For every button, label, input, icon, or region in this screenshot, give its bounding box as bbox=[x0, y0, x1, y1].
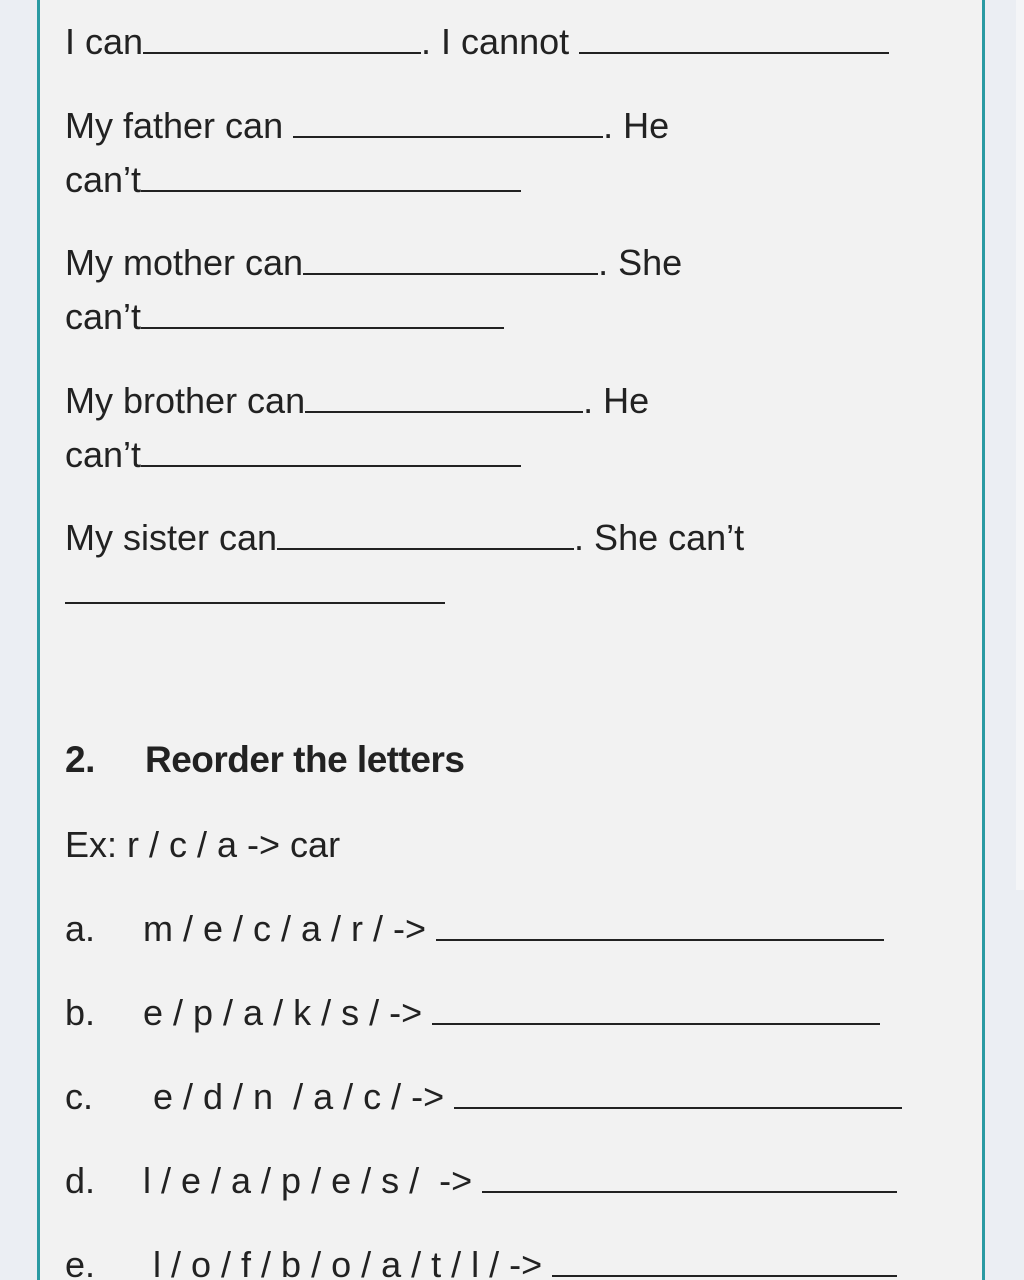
answer-blank[interactable] bbox=[305, 383, 583, 413]
sentence-text: can’t bbox=[65, 434, 142, 475]
example-text: Ex: r / c / a -> car bbox=[65, 824, 341, 865]
answer-blank[interactable] bbox=[432, 995, 880, 1025]
sentence-text: can’t bbox=[65, 159, 142, 200]
item-letters: e / d / n / a / c / -> bbox=[143, 1076, 445, 1117]
answer-blank[interactable] bbox=[303, 245, 598, 275]
item-letter: b. bbox=[65, 992, 96, 1033]
answer-blank[interactable] bbox=[141, 437, 521, 467]
reorder-item-d bbox=[65, 1161, 897, 1201]
sentence-brother-cant bbox=[65, 435, 521, 475]
sentence-father-can bbox=[65, 106, 669, 146]
sentence-text: . I cannot bbox=[421, 21, 580, 62]
reorder-item-a bbox=[65, 909, 884, 949]
answer-blank[interactable] bbox=[454, 1079, 902, 1109]
sentence-text: My mother can bbox=[65, 242, 304, 283]
sentence-mother-cant bbox=[65, 297, 504, 337]
item-letter: e. bbox=[65, 1244, 96, 1280]
example-line bbox=[65, 825, 340, 865]
answer-blank[interactable] bbox=[552, 1247, 897, 1277]
answer-blank[interactable] bbox=[141, 299, 504, 329]
sentence-text: My brother can bbox=[65, 380, 306, 421]
sentence-text: . He bbox=[583, 380, 650, 421]
section-title: Reorder the letters bbox=[145, 739, 465, 780]
answer-blank[interactable] bbox=[141, 162, 521, 192]
sentence-text: I can bbox=[65, 21, 144, 62]
answer-blank[interactable] bbox=[293, 108, 603, 138]
item-letters: e / p / a / k / s / -> bbox=[143, 992, 423, 1033]
sentence-sister-can bbox=[65, 518, 744, 558]
answer-blank[interactable] bbox=[579, 24, 889, 54]
answer-blank[interactable] bbox=[436, 911, 884, 941]
item-letter: d. bbox=[65, 1160, 96, 1201]
reorder-item-b bbox=[65, 993, 880, 1033]
sentence-i-can bbox=[65, 22, 889, 62]
sentence-text: . She can’t bbox=[574, 517, 745, 558]
sentence-father-cant bbox=[65, 160, 521, 200]
answer-blank[interactable] bbox=[482, 1163, 897, 1193]
item-letters: m / e / c / a / r / -> bbox=[143, 908, 427, 949]
item-letters: l / e / a / p / e / s / -> bbox=[143, 1160, 473, 1201]
sentence-sister-cant bbox=[65, 572, 445, 612]
section-number: 2. bbox=[65, 739, 95, 780]
sentence-text: My father can bbox=[65, 105, 294, 146]
item-letter: c. bbox=[65, 1076, 94, 1117]
reorder-item-e bbox=[65, 1245, 897, 1280]
item-letter: a. bbox=[65, 908, 96, 949]
sentence-text: My sister can bbox=[65, 517, 278, 558]
sentence-mother-can bbox=[65, 243, 682, 283]
answer-blank[interactable] bbox=[143, 24, 421, 54]
sentence-text: can’t bbox=[65, 296, 142, 337]
item-letters: l / o / f / b / o / a / t / l / -> bbox=[143, 1244, 543, 1280]
answer-blank[interactable] bbox=[277, 520, 574, 550]
reorder-item-c bbox=[65, 1077, 902, 1117]
section-heading bbox=[65, 739, 465, 781]
sentence-text: . She bbox=[598, 242, 683, 283]
sentence-brother-can bbox=[65, 381, 649, 421]
sentence-text: . He bbox=[603, 105, 670, 146]
side-panel-edge bbox=[1016, 0, 1024, 890]
answer-blank[interactable] bbox=[65, 574, 445, 604]
